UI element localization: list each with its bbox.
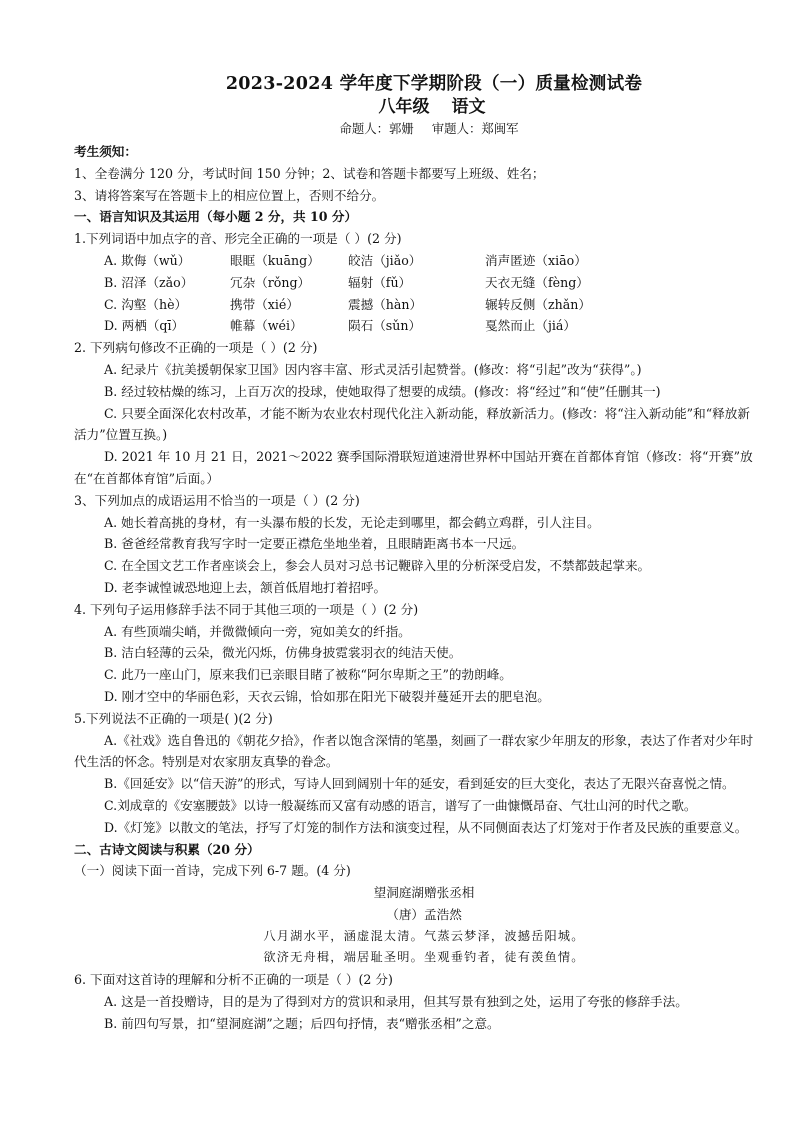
q3-option-d: D. 老李诚惶诚恐地迎上去，颔首低眉地打着招呼。 — [104, 579, 387, 595]
q1-option-c-4: 辗转反侧（zhǎn） — [485, 296, 591, 312]
q1-option-c-2: 携带（xié） — [230, 296, 299, 312]
question-5-stem: 5.下列说法不正确的一项是( )(2 分) — [74, 710, 273, 726]
exam-title: 2023-2024 学年度下学期阶段（一）质量检测试卷 — [225, 74, 643, 94]
poem-line-1: 八月湖水平，涵虚混太清。气蒸云梦泽，波撼岳阳城。 — [263, 928, 585, 943]
q1-option-c-3: 震撼（hàn） — [348, 296, 423, 312]
q1-option-a-4: 消声匿迹（xiāo） — [485, 252, 587, 268]
q6-option-b: B. 前四句写景，扣“望洞庭湖”之题；后四句抒情，表“赠张丞相”之意。 — [104, 1015, 500, 1031]
q3-option-c: C. 在全国文艺工作者座谈会上，参会人员对习总书记鞭辟入里的分析深受启发，不禁都鼓起掌来。 — [104, 558, 651, 574]
q5-option-a: A.《社戏》选自鲁迅的《朝花夕拾》，作者以饱含深情的笔墨，刻画了一群农家少年朋友的形象，表达了作者对少年时代生活的怀念。特别是对农家朋友真挚的眷念。 — [74, 732, 754, 770]
question-4-stem: 4. 下列句子运用修辞手法不同于其他三项的一项是（ ）(2 分) — [74, 601, 419, 617]
q1-option-a-3: 皎洁（jiǎo） — [348, 252, 422, 268]
section-1-title: 一、语言知识及其运用（每小题 2 分，共 10 分） — [74, 209, 358, 225]
q1-option-b-2: 冗杂（rǒng） — [230, 274, 311, 290]
question-1-stem: 1.下列词语中加点字的音、形完全正确的一项是（ ）(2 分) — [74, 231, 402, 247]
setter-label: 命题人：郭姗 — [339, 121, 414, 136]
poem-author: （唐）孟浩然 — [386, 906, 462, 922]
subject-label: 语文 — [451, 97, 486, 117]
question-1-options — [74, 250, 754, 337]
poem-line-2: 欲济无舟楫，端居耻圣明。坐观垂钓者，徒有羡鱼情。 — [263, 950, 585, 965]
q3-option-a: A. 她长着高挑的身材，有一头瀑布般的长发，无论走到哪里，都会鹤立鸡群，引人注目。 — [104, 514, 600, 530]
q5-option-d: D.《灯笼》以散文的笔法，抒写了灯笼的制作方法和演变过程，从不同侧面表达了灯笼对于作者及民族的重要意义。 — [104, 819, 748, 835]
q1-option-d-2: 帷幕（wéi） — [230, 318, 303, 334]
q4-option-b: B. 洁白轻薄的云朵，微光闪烁，仿佛身披霓裳羽衣的纯洁天使。 — [104, 645, 462, 661]
notes-line-2: 3、请将答案写在答题卡上的相应位置上，否则不给分。 — [74, 187, 385, 203]
q1-option-b-3: 辐射（fǔ） — [348, 274, 412, 290]
q5-option-b: B.《回延安》以“信天游”的形式，写诗人回到阔别十年的延安，看到延安的巨大变化，表达了无限兴奋喜悦之情。 — [104, 776, 735, 792]
q1-option-c-1: C. 沟壑（hè） — [104, 296, 188, 312]
notes-line-1: 1、全卷满分 120 分，考试时间 150 分钟；2、试卷和答题卡都要写上班级、姓名； — [74, 165, 545, 181]
q1-option-a-2: 眼眶（kuāng） — [230, 252, 320, 268]
q4-option-c: C. 此乃一座山门，原来我们已亲眼目睹了被称“阿尔卑斯之王”的勃朗峰。 — [104, 667, 512, 683]
q4-option-d: D. 刚才空中的华丽色彩，天衣云锦，恰如那在阳光下破裂并蔓延开去的肥皂泡。 — [104, 688, 550, 704]
q5-option-c: C.刘成章的《安塞腰鼓》以诗一般凝练而又富有动感的语言，谱写了一曲慷慨昂奋、气壮山河的时代之歌。 — [104, 797, 697, 813]
exam-authors — [104, 119, 754, 139]
q2-option-a: A. 纪录片《抗美援朝保家卫国》因内容丰富、形式灵活引起赞誉。(修改：将“引起”改为“获得”。) — [104, 361, 642, 377]
q6-option-a: A. 这是一首投赠诗，目的是为了得到对方的赏识和录用，但其写景有独到之处，运用了夸张的修辞手法。 — [104, 994, 688, 1010]
q2-option-d: D. 2021 年 10 月 21 日，2021～2022 赛季国际滑联短道速滑世界杯中国站开赛在首都体育馆（修改：将“开赛”放在“在首都体育馆”后面。） — [74, 449, 753, 486]
q3-option-b: B. 爸爸经常教育我写字时一定要正襟危坐地坐着，且眼睛距离书本一尺远。 — [104, 536, 525, 552]
question-6-stem: 6. 下面对这首诗的理解和分析不正确的一项是（ ）(2 分) — [74, 972, 393, 988]
poem-title: 望洞庭湖赠张丞相 — [373, 885, 475, 901]
q1-option-a-1: A. 欺侮（wǔ） — [104, 252, 191, 268]
notes-heading: 考生须知： — [74, 144, 137, 159]
section-2-part-1: （一）阅读下面一首诗，完成下列 6-7 题。(4 分) — [74, 863, 351, 879]
q1-option-d-4: 戛然而止（jiá） — [485, 318, 577, 334]
q2-option-c: C. 只要全面深化农村改革，才能不断为农业农村现代化注入新动能，释放新活力。(修改：将“注入新动能”和“释放新活力”位置互换。) — [74, 405, 750, 443]
q2-option-b: B. 经过较枯燥的练习，上百万次的投球，使她取得了想要的成绩。(修改：将“经过”和“使”任删其一) — [104, 383, 661, 399]
question-2-stem: 2. 下列病句修改不正确的一项是（ ）(2 分) — [74, 340, 318, 356]
q1-option-b-1: B. 沼泽（zǎo） — [104, 274, 194, 290]
question-3-stem: 3、下列加点的成语运用不恰当的一项是（ ）(2 分) — [74, 492, 360, 508]
q1-option-d-3: 陨石（sǔn） — [348, 318, 422, 334]
q1-option-d-1: D. 两栖（qī） — [104, 318, 185, 334]
q1-option-b-4: 天衣无缝（fèng） — [485, 274, 589, 290]
grade-label: 八年级 — [378, 97, 430, 117]
q4-option-a: A. 有些顶端尖峭，并微微倾向一旁，宛如美女的纤指。 — [104, 623, 411, 639]
reviewer-label: 审题人：郑闽军 — [431, 121, 519, 136]
exam-subtitle — [110, 96, 754, 119]
section-2-title: 二、古诗文阅读与积累（20 分） — [74, 841, 260, 857]
